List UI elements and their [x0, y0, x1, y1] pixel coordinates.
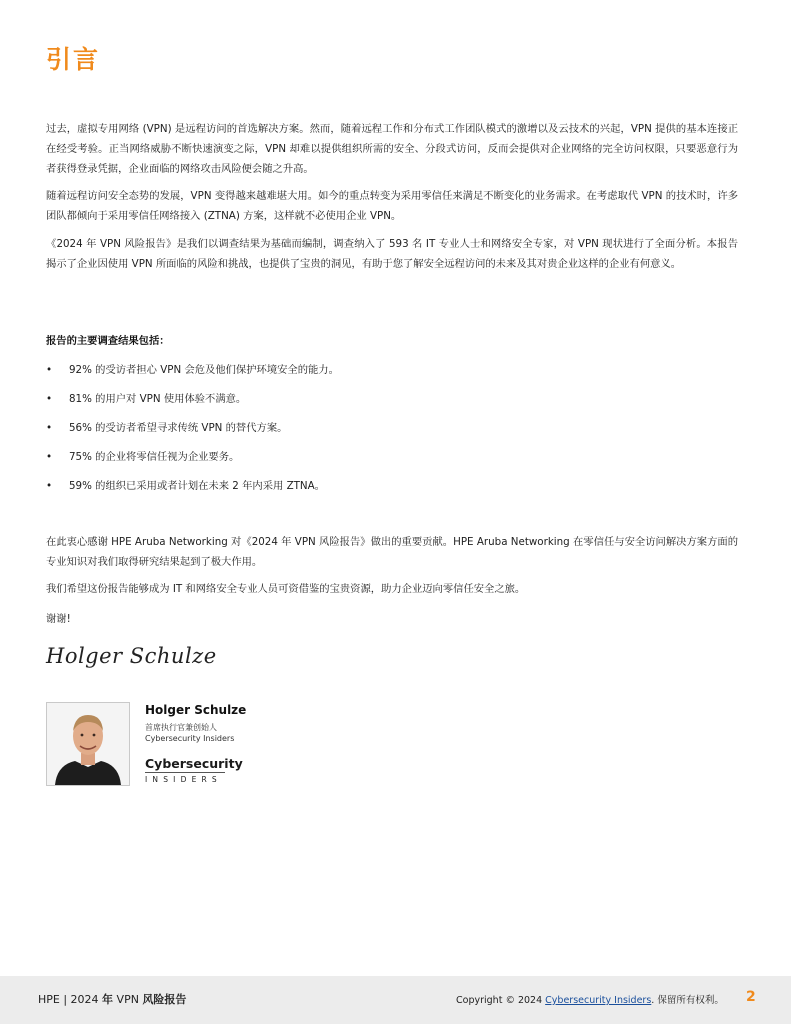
closing-thanks: 谢谢!	[46, 613, 71, 625]
intro-paragraph-1: 过去，虚拟专用网络 (VPN) 是远程访问的首选解决方案。然而，随着远程工作和分布式工作团队模式的激增以及云技术的兴起，VPN 提供的基本连接正在经受考验。正当网络威胁不断快速演变之际，VPN 却难以提供组织所需的安全、分段式访问，反而会提供对企业网络的完全访问权限，只要恶意行为者获得登录凭据，企业面临的网络攻击风险便会随之升高。	[46, 123, 738, 175]
copyright-link[interactable]: Cybersecurity Insiders	[545, 995, 652, 1006]
bullet-icon: •	[46, 422, 53, 434]
page-title: 引言	[46, 45, 101, 74]
thanks-paragraph: 在此衷心感谢 HPE Aruba Networking 对《2024 年 VPN 风险报告》做出的重要贡献。HPE Aruba Networking 在零信任与安全访问解决方案方面的专业知识对我们取得研究结果起到了极大作用。	[46, 536, 738, 568]
company-logo-sub: INSIDERS	[145, 775, 222, 784]
company-logo-word: Cybersecurity	[145, 756, 243, 771]
page-number: 2	[746, 989, 756, 1005]
findings-heading: 报告的主要调查结果包括：	[46, 335, 170, 347]
portrait-icon	[47, 703, 129, 785]
author-photo	[46, 702, 130, 786]
bullet-icon: •	[46, 480, 53, 492]
copyright-notice: Copyright © 2024 Cybersecurity Insiders. 保留所有权利。	[456, 995, 724, 1006]
handwritten-signature: Holger Schulze	[46, 644, 217, 668]
hope-paragraph: 我们希望这份报告能够成为 IT 和网络安全专业人员可资借鉴的宝贵资源，助力企业迈向零信任安全之旅。	[46, 583, 526, 595]
bullet-icon: •	[46, 393, 53, 405]
intro-paragraph-3: 《2024 年 VPN 风险报告》是我们以调查结果为基础而编制，调查纳入了 593 名 IT 专业人士和网络安全专家，对 VPN 现状进行了全面分析。本报告揭示了企业因使用 VPN 所面临的风险和挑战，也提供了宝贵的洞见，有助于您了解安全远程访问的未来及其对贵企业这样的企业有何意义。	[46, 238, 738, 270]
logo-divider	[145, 772, 225, 773]
author-name: Holger Schulze	[145, 703, 247, 717]
intro-paragraph-2: 随着远程访问安全态势的发展，VPN 变得越来越难堪大用。如今的重点转变为采用零信任来满足不断变化的业务需求。在考虑取代 VPN 的技术时，许多团队都倾向于采用零信任网络接入 (ZTNA) 方案，这样就不必使用企业 VPN。	[46, 190, 738, 222]
page-footer	[0, 976, 791, 1024]
bullet-icon: •	[46, 451, 53, 463]
report-name: HPE | 2024 年 VPN 风险报告	[38, 993, 187, 1006]
bullet-icon: •	[46, 364, 53, 376]
author-role: 首席执行官兼创始人 Cybersecurity Insiders	[145, 723, 235, 743]
